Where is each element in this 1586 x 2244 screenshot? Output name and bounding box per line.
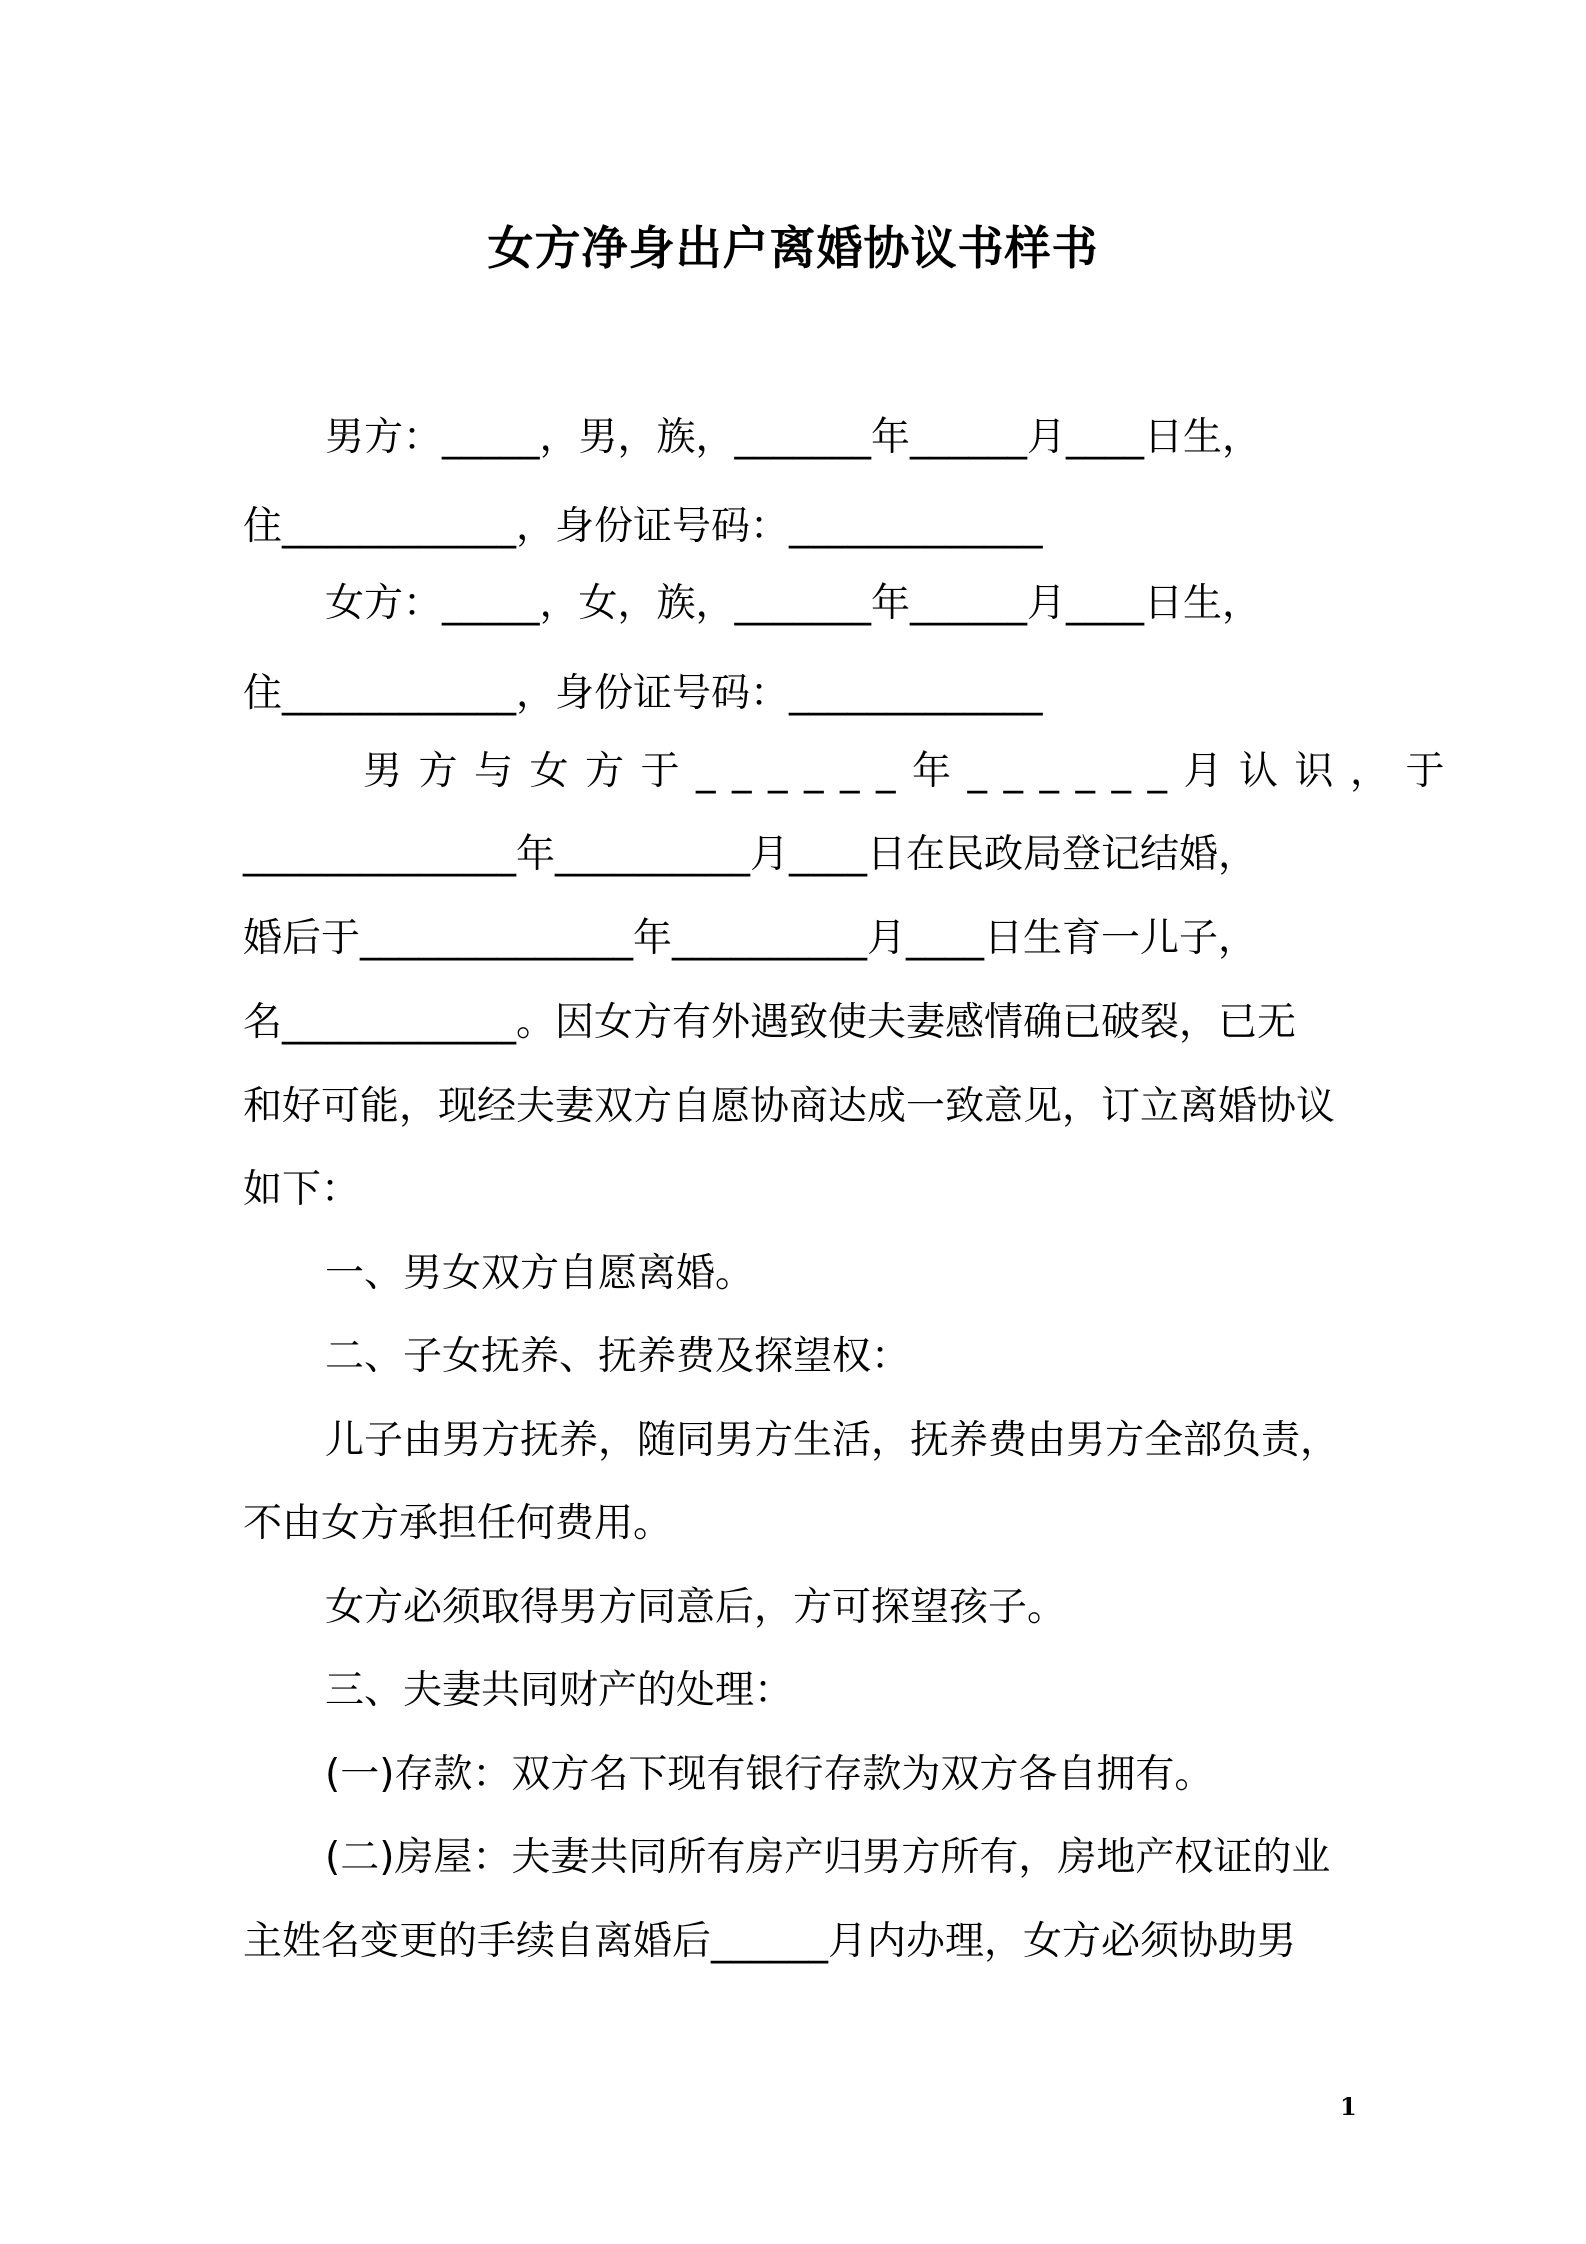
clause-two-visitation: 女方必须取得男方同意后，方可探望孩子。 <box>325 1585 1067 1630</box>
clause-two-heading: 二、子女抚养、抚养费及探望权： <box>325 1334 911 1379</box>
paragraph-line-female-info: 女方：_____，女，族，_______年______月____日生， <box>325 581 1262 626</box>
clause-three-heading: 三、夫妻共同财产的处理： <box>325 1668 794 1713</box>
clause-three-house-cont: 主姓名变更的手续自离婚后______月内办理，女方必须协助男 <box>243 1919 1297 1964</box>
page-number: 1 <box>1340 2092 1357 2121</box>
paragraph-line-son-birth: 婚后于______________年__________月____日生育一儿子， <box>243 916 1258 961</box>
clause-three-deposits: (一)存款：双方名下现有银行存款为双方各自拥有。 <box>325 1752 1214 1797</box>
clause-two-custody: 儿子由男方抚养，随同男方生活，抚养费由男方全部负责， <box>325 1418 1340 1463</box>
paragraph-line-acquaintance: 男方与女方于______年______月认识，于 <box>363 749 1462 794</box>
paragraph-line-male-info: 男方：_____，男，族，_______年______月____日生， <box>325 415 1262 460</box>
clause-three-house: (二)房屋：夫妻共同所有房产归男方所有，房地产权证的业 <box>325 1835 1331 1880</box>
paragraph-line-male-address: 住____________，身份证号码：_____________ <box>243 504 1043 549</box>
paragraph-line-female-address: 住____________，身份证号码：_____________ <box>243 671 1043 716</box>
paragraph-line-as-follows: 如下： <box>243 1167 361 1212</box>
document-title: 女方净身出户离婚协议书样书 <box>487 221 1099 275</box>
clause-one-divorce: 一、男女双方自愿离婚。 <box>325 1251 755 1296</box>
paragraph-line-agreement-reason: 和好可能，现经夫妻双方自愿协商达成一致意见，订立离婚协议 <box>243 1084 1336 1129</box>
paragraph-line-son-name: 名____________。因女方有外遇致使夫妻感情确已破裂，已无 <box>243 1000 1297 1045</box>
clause-two-custody-cont: 不由女方承担任何费用。 <box>243 1501 673 1546</box>
paragraph-line-marriage-registration: ______________年__________月____日在民政局登记结婚， <box>243 832 1258 877</box>
